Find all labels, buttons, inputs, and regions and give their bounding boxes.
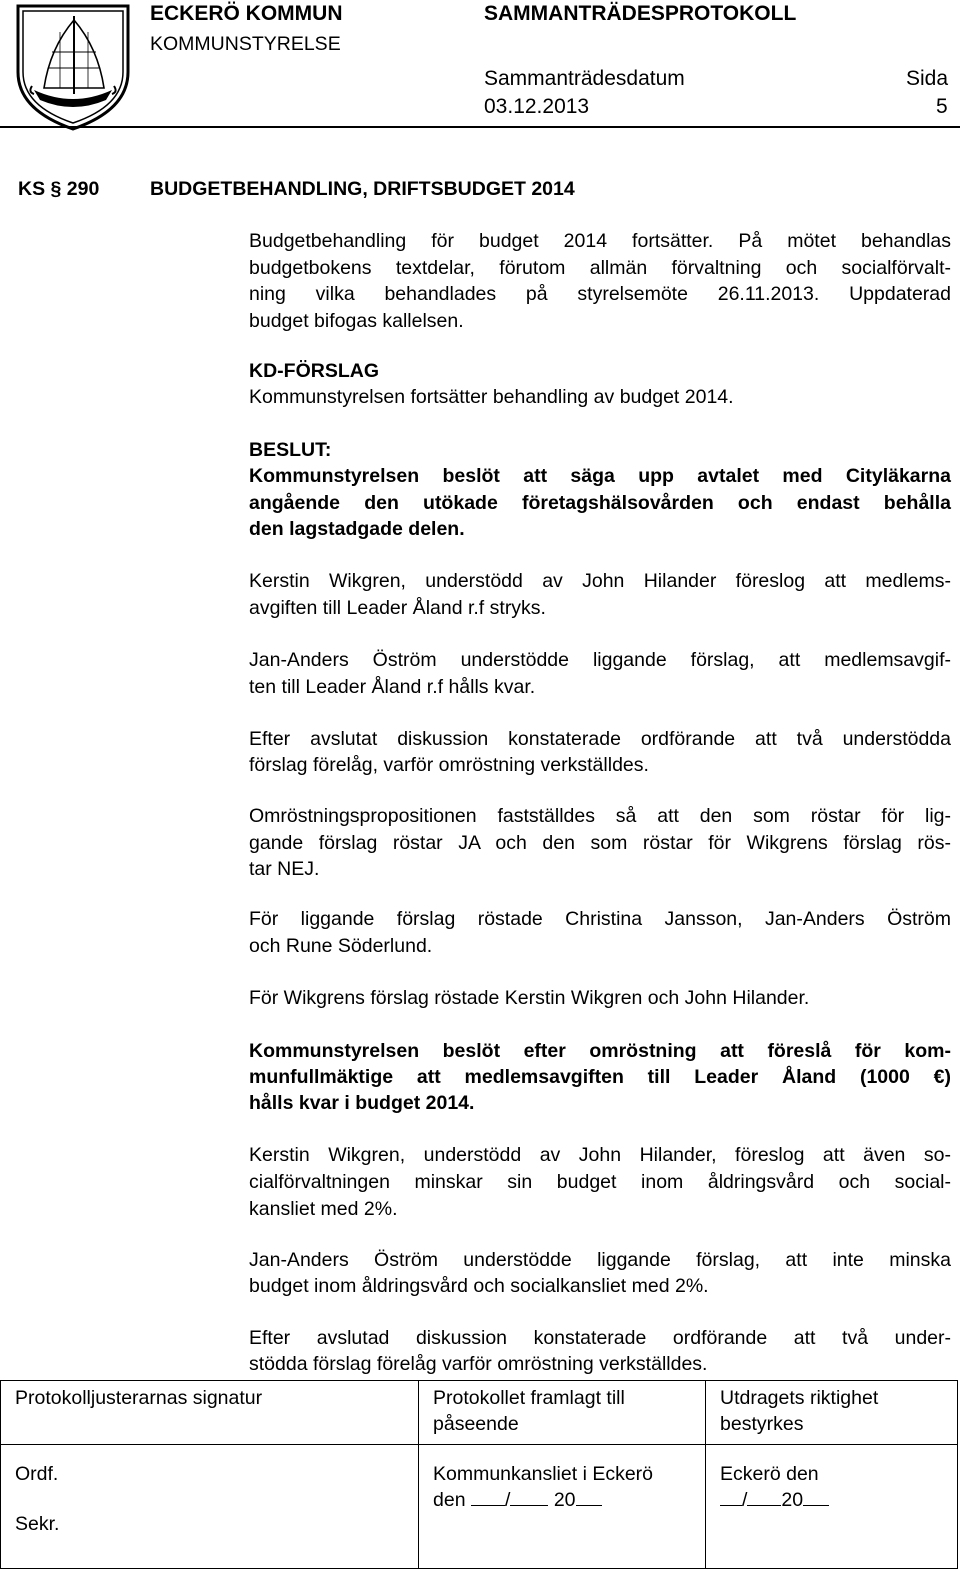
body-name: KOMMUNSTYRELSE (150, 33, 341, 55)
paragraph-votes-for: För liggande förslag röstade Christina Jansson, Jan-Anders Öström och Rune Söderlund. (249, 908, 951, 957)
paragraph-decision-2: Kommunstyrelsen beslöt efter omröstning att föreslå för kom- munfullmäktige att medlemsavgiften till Leader Åland (1000 €) hålls kvar i budget 2014. (249, 1040, 951, 1114)
page-label: Sida (906, 67, 949, 90)
paragraph-votes-against: För Wikgrens förslag röstade Kerstin Wikgren och John Hilander. (249, 987, 810, 1009)
paragraph-intro: Budgetbehandling för budget 2014 fortsätter. På mötet behandlas budgetbokens textdelar, förutom allmän förvaltning och socialförvalt- ning vilka behandlades på styrelsemöte 26.11.2013. Uppdaterad budget bifogas kallelsen. (249, 230, 951, 332)
header-divider (0, 126, 960, 128)
municipality-name: ECKERÖ KOMMUN (150, 2, 343, 25)
sekr-label: Sekr. (15, 1513, 60, 1535)
kd-text: Kommunstyrelsen fortsätter behandling av budget 2014. (249, 386, 734, 408)
body-text (249, 228, 951, 334)
document-type: SAMMANTRÄDESPROTOKOLL (484, 2, 797, 25)
paragraph-discussion-2: Efter avslutad diskussion konstaterade ordförande att två under- stödda förslag förelåg varför omröstning verkställdes. (249, 1327, 951, 1375)
published-header-cell: Protokollet framlagt till påseende (419, 1381, 706, 1445)
section-title: BUDGETBEHANDLING, DRIFTSBUDGET 2014 (150, 178, 575, 200)
beslut-text: Kommunstyrelsen beslöt att säga upp avtalet med Cityläkarna angående den utökade företagshälsovården och endast behålla den lagstadgade delen. (249, 465, 951, 540)
beslut-heading: BESLUT: (249, 439, 332, 461)
paragraph-wikgren-proposal: Kerstin Wikgren, understödd av John Hilander föreslog att medlems- avgiften till Leader Åland r.f stryks. (249, 570, 951, 619)
paragraph-ostrom-support-2: Jan-Anders Öström understödde liggande förslag, att inte minska budget inom åldringsvård och socialkansliet med 2%. (249, 1249, 951, 1297)
certified-cell (706, 1445, 958, 1569)
section-number: KS § 290 (18, 178, 100, 200)
paragraph-ostrom-support: Jan-Anders Öström understödde liggande förslag, att medlemsavgif- ten till Leader Åland r.f hålls kvar. (249, 649, 951, 698)
certified-date-line: / 20 (720, 1487, 949, 1513)
signature-header-cell (1, 1381, 419, 1445)
signature-header: Protokolljusterarnas signatur (15, 1387, 263, 1409)
paragraph-discussion-1: Efter avslutat diskussion konstaterade ordförande att två understödda förslag förelåg, varför omröstning verkställdes. (249, 728, 951, 776)
published-place: Kommunkansliet i Eckerö (433, 1463, 654, 1485)
meeting-date-value: 03.12.2013 (484, 95, 590, 118)
paragraph-wikgren-proposal-2: Kerstin Wikgren, understödd av John Hilander, föreslog att även so- cialförvaltningen minskar sin budget inom åldringsvård och social- kansliet med 2%. (249, 1144, 951, 1220)
published-date-line: den / 20 (433, 1487, 697, 1513)
signature-table (0, 1380, 958, 1569)
paragraph-vote-proposition: Omröstningspropositionen fastställdes så att den som röstar för lig- gande förslag röstar JA och den som röstar för Wikgrens förslag rös- tar NEJ. (249, 805, 951, 880)
kd-heading: KD-FÖRSLAG (249, 360, 379, 382)
certified-header-cell: Utdragets riktighet bestyrkes (706, 1381, 958, 1445)
page-number: 5 (936, 95, 948, 118)
meeting-date-label: Sammanträdesdatum (484, 67, 685, 90)
published-cell (419, 1445, 706, 1569)
certified-place: Eckerö den (720, 1463, 819, 1485)
ordf-label: Ordf. (15, 1463, 59, 1485)
signers-cell (1, 1445, 419, 1569)
municipality-logo-icon (14, 2, 132, 132)
